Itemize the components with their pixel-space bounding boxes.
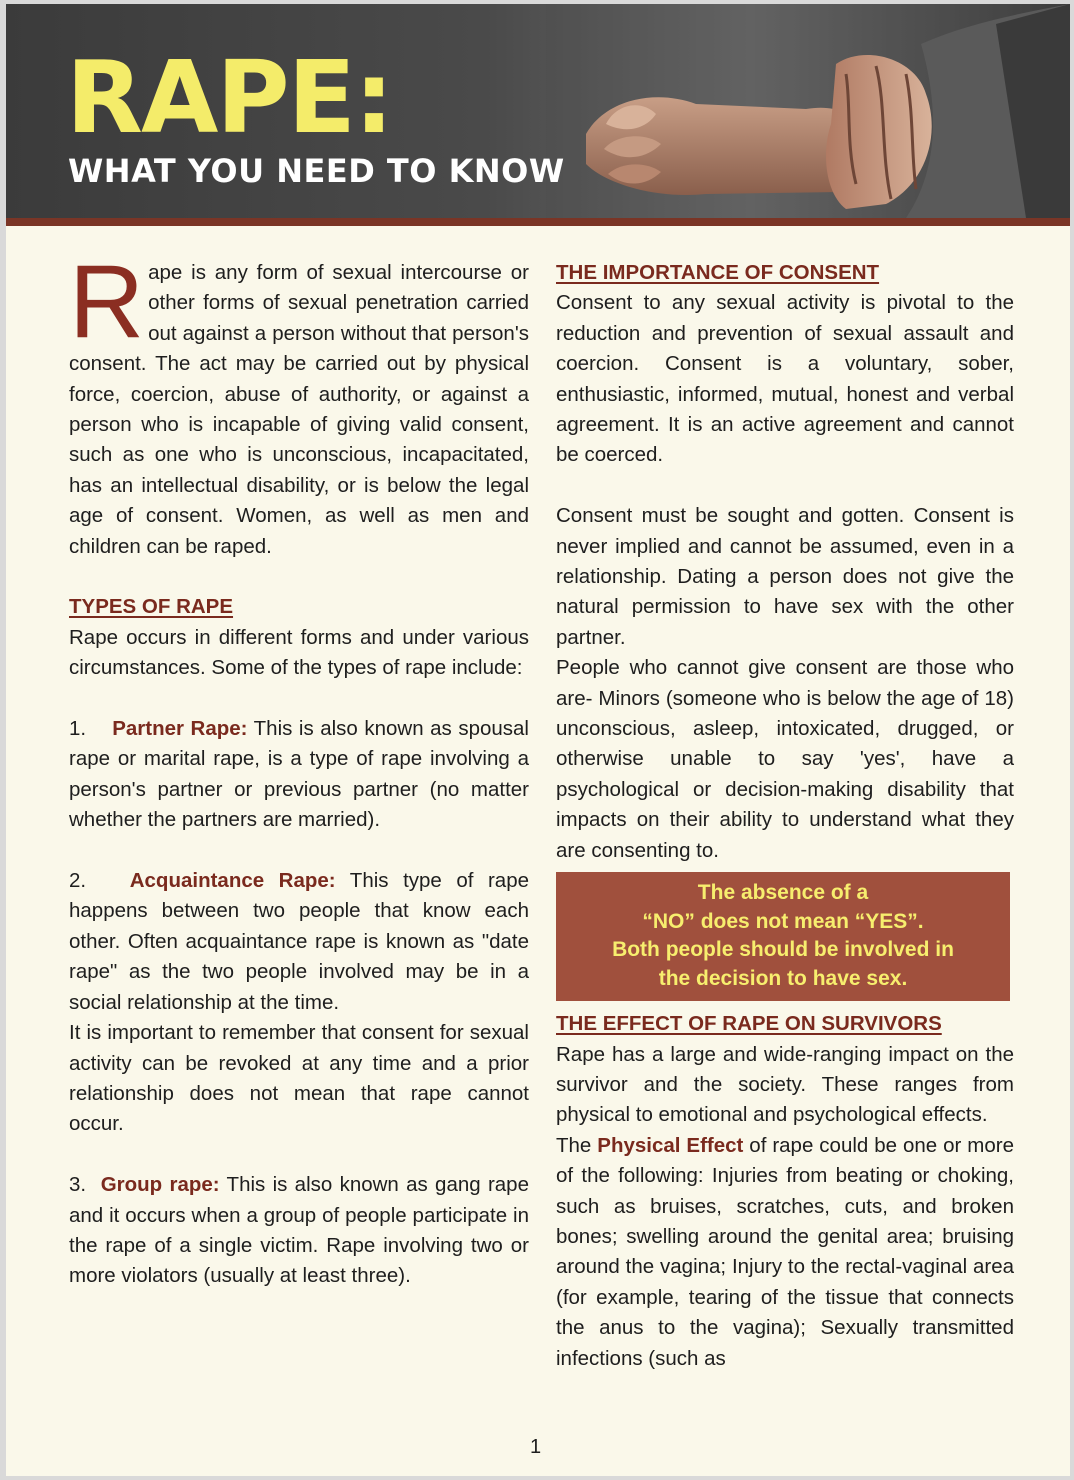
type-item-partner — [69, 714, 529, 836]
type-item-text: This is also known as gang rape and it occurs when a group of people participate in the rape of a single victim. Rape involving two or more violators (usually at least three). — [69, 1173, 529, 1288]
hands-photo-illustration — [546, 4, 1070, 218]
consent-callout-box — [556, 872, 1010, 1001]
effects-text: The — [556, 1133, 598, 1157]
consent-paragraph-2: Consent must be sought and gotten. Consent is never implied and cannot be assumed, even in a relationship. Dating a person does not give the natural permission to have sex with the other partner. — [556, 504, 1014, 649]
effects-paragraph-2 — [556, 1131, 1014, 1374]
right-column — [556, 258, 1014, 1374]
drop-cap: R — [69, 244, 145, 360]
type-item-number: 2. — [69, 869, 87, 893]
intro-paragraph — [69, 244, 529, 562]
effects-text: of rape could be one or more of the following: Injuries from beating or choking, such as bruises, scratches, cuts, and broken bones; swelling around the genital area; bruising around the vagina; Injury to the rectal-vaginal area (for example, tearing of the tissue that connects the anus to the vagina); Sexually transmitted infections (such as — [556, 1133, 1014, 1370]
type-item-term: Acquaintance Rape: — [129, 869, 336, 893]
left-column — [69, 244, 530, 1292]
type-item-term: Partner Rape: — [112, 717, 248, 741]
page-title: RAPE: — [66, 39, 392, 156]
types-heading: TYPES OF RAPE — [69, 595, 234, 619]
header-divider — [6, 218, 1070, 226]
callout-line: Both people should be involved in — [612, 938, 954, 962]
effects-paragraph-1: Rape has a large and wide-ranging impact on the survivor and the society. These ranges from physical to emotional and psychological effects. — [556, 1042, 1014, 1127]
page-number: 1 — [530, 1436, 542, 1458]
type-item-acquaintance — [69, 866, 529, 1018]
consent-paragraph-1: Consent to any sexual activity is pivotal to the reduction and prevention of sexual assault and coercion. Consent is a voluntary, sober, enthusiastic, informed, mutual, honest and verbal agreement. It is an active agreement and cannot be coerced. — [556, 291, 1014, 467]
consent-heading: THE IMPORTANCE OF CONSENT — [556, 261, 880, 284]
type-item-number: 3. — [69, 1173, 87, 1197]
callout-line: “NO” does not mean “YES”. — [642, 909, 924, 933]
type-item-acquaintance-note: It is important to remember that consent for sexual activity can be revoked at any time and a prior relationship does not mean that rape cannot occur. — [69, 1021, 529, 1136]
physical-effect-term: Physical Effect — [597, 1133, 744, 1157]
header-banner — [6, 4, 1070, 218]
callout-line: the decision to have sex. — [658, 966, 908, 990]
types-intro: Rape occurs in different forms and under various circumstances. Some of the types of rape include: — [69, 625, 529, 680]
effects-heading: THE EFFECT OF RAPE ON SURVIVORS — [556, 1012, 942, 1036]
type-item-term: Group rape: — [100, 1173, 220, 1197]
callout-line: The absence of a — [697, 881, 869, 905]
consent-paragraph-3: People who cannot give consent are those who are- Minors (someone who is below the age of 18) unconscious, asleep, intoxicated, drugged, or otherwise unable to say 'yes', have a psychological or decision-making disability that impacts on their ability to understand what they are consenting to. — [556, 656, 1014, 862]
document-page — [6, 4, 1070, 1476]
intro-text: ape is any form of sexual intercourse or other forms of sexual penetration carried out against a person without that person's consent. The act may be carried out by physical force, coercion, abuse of authority, or against a person who is incapable of giving valid consent, such as one who is unconscious, incapacitated, has an intellectual disability, or is below the legal age of consent. Women, as well as men and children can be raped. — [69, 261, 529, 558]
type-item-number: 1. — [69, 717, 87, 741]
type-item-group — [69, 1170, 529, 1292]
type-item-text: This type of rape happens between two people that know each other. Often acquaintance rape is known as "date rape" as the two people involved may be in a social relationship at the time. — [69, 869, 530, 1014]
page-subtitle: WHAT YOU NEED TO KNOW — [68, 152, 565, 190]
type-item-text: This is also known as spousal rape or marital rape, is a type of rape involving a person's partner or previous partner (no matter whether the partners are married). — [69, 717, 529, 832]
